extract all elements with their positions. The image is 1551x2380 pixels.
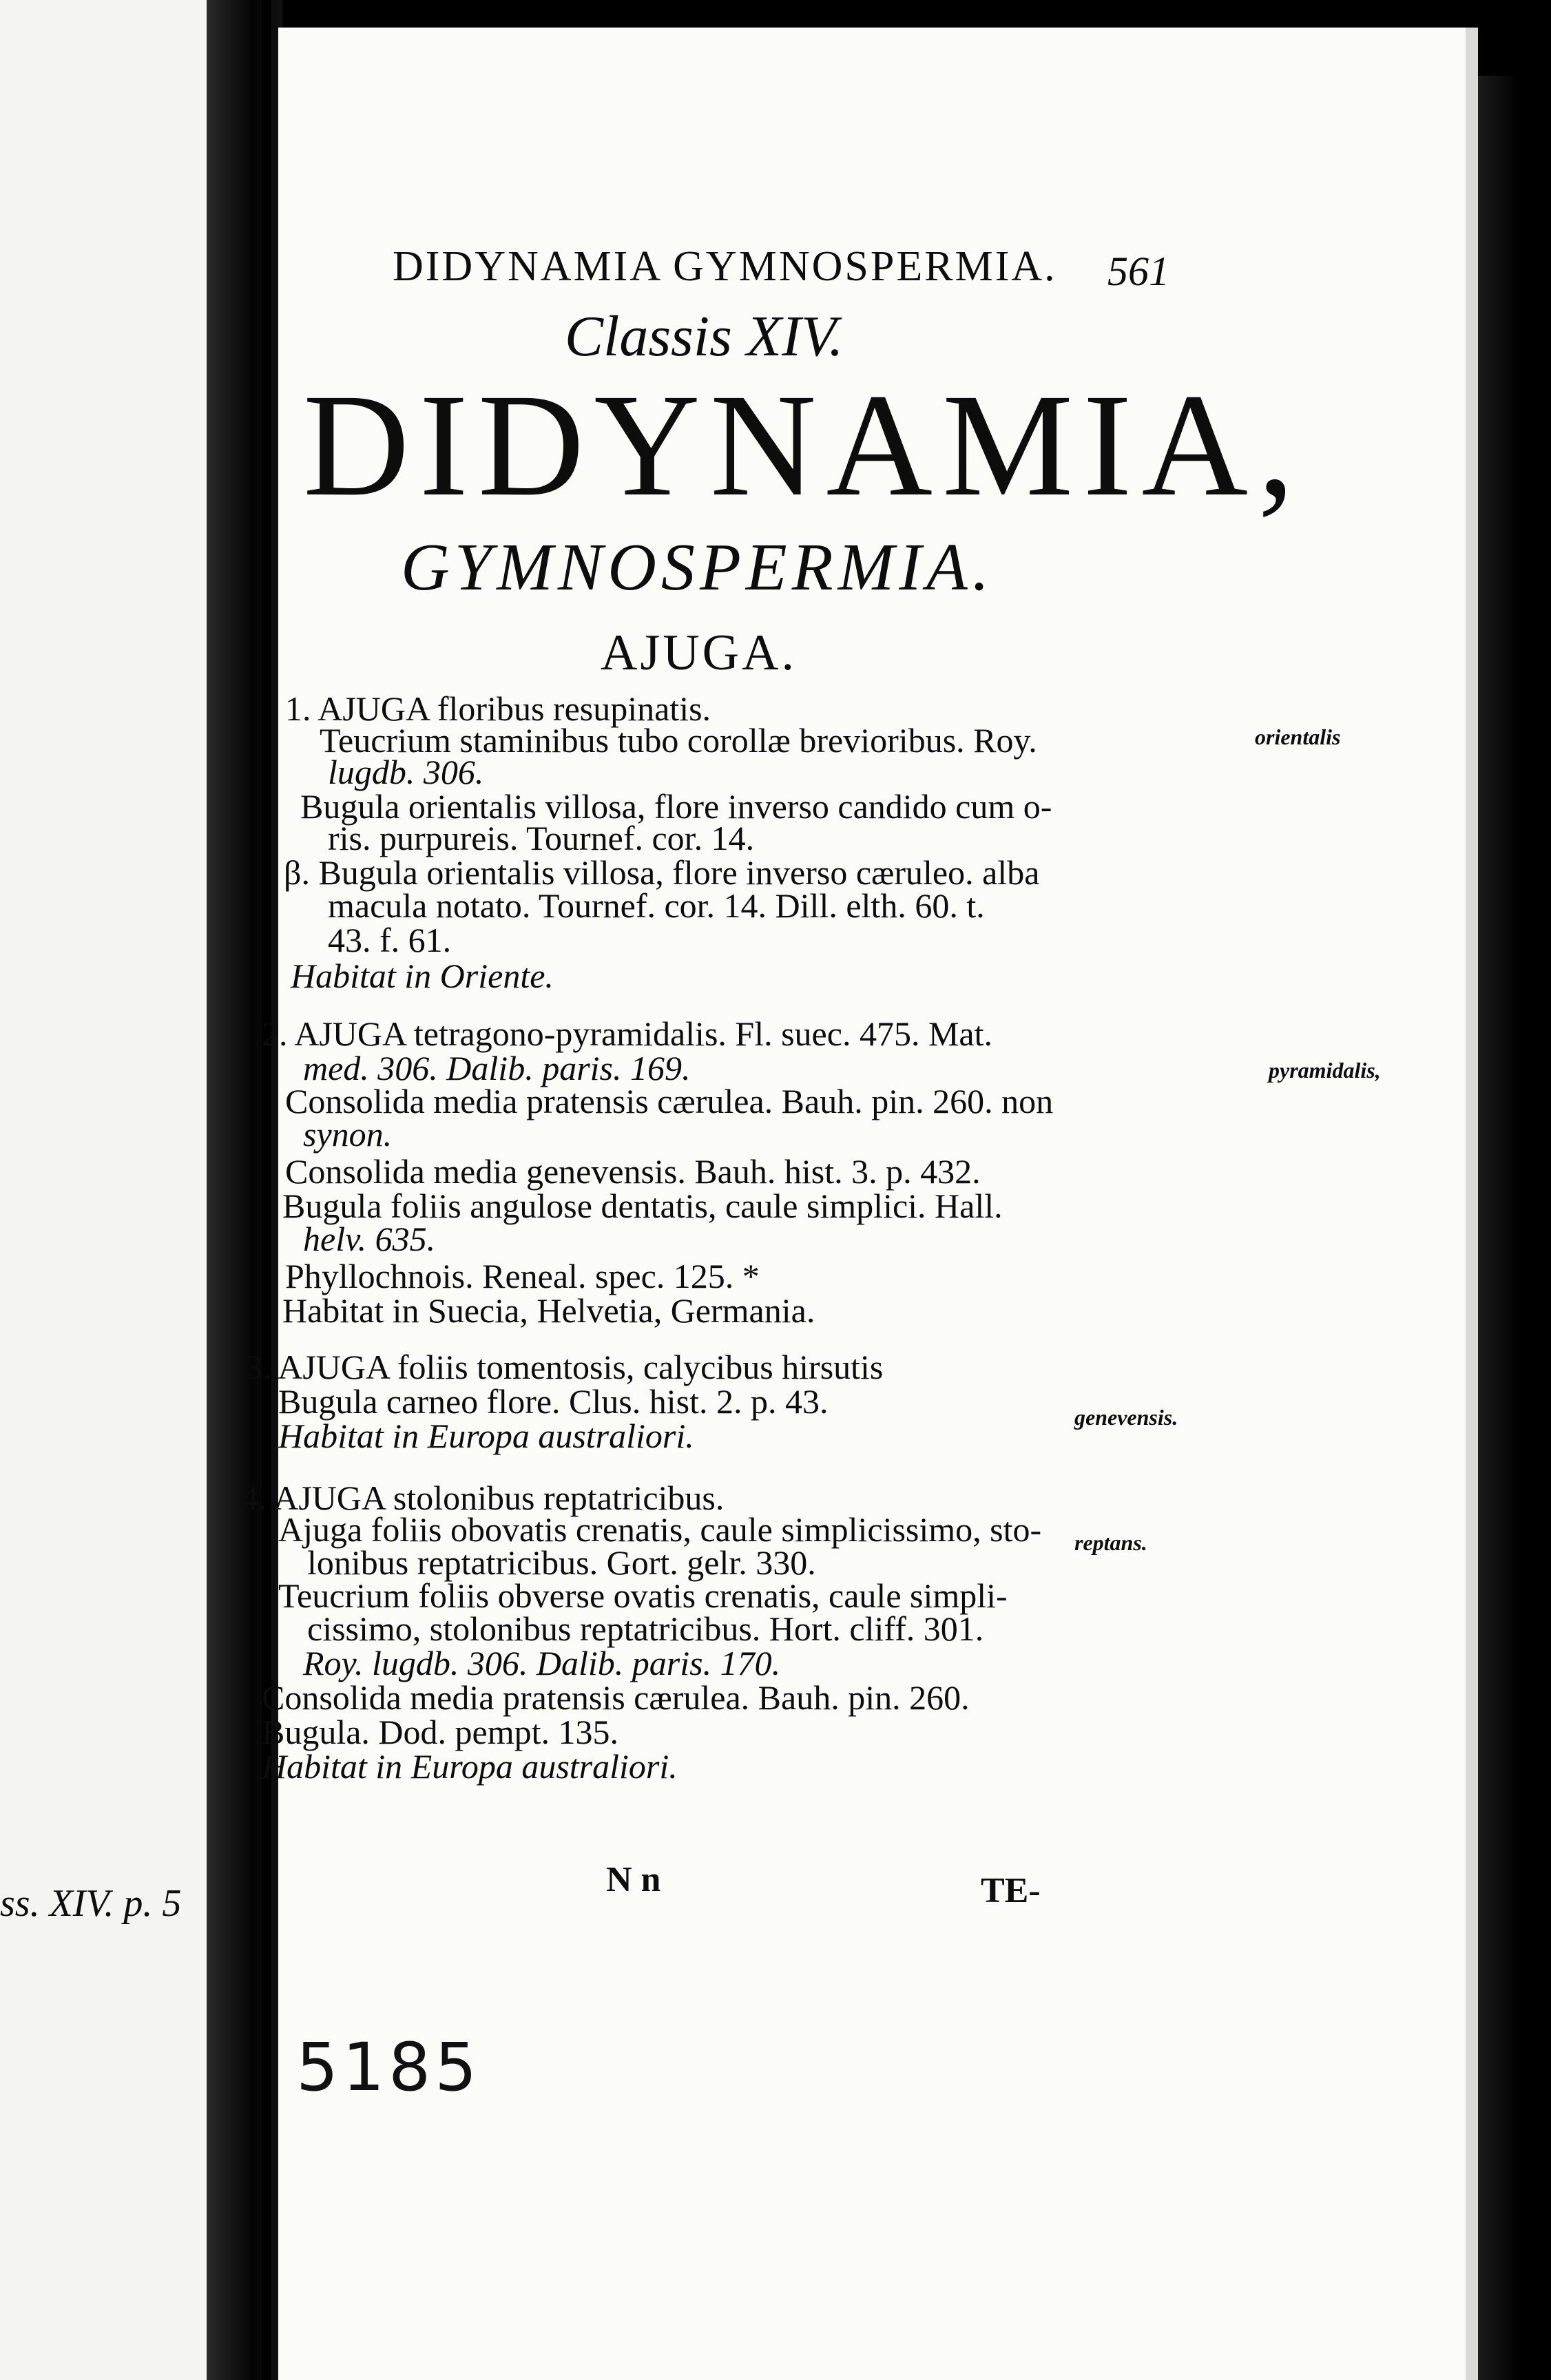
synonym-line: 43. f. 61. — [328, 921, 452, 959]
spine — [262, 0, 271, 2380]
habitat-line: Habitat in Suecia, Helvetia, Germania. — [282, 1291, 815, 1330]
running-head: DIDYNAMIA GYMNOSPERMIA. — [393, 243, 1057, 290]
species-2-diagnosis: 2. AJUGA tetragono-pyramidalis. Fl. suec. 475. Mat. — [262, 1014, 992, 1053]
synonym-line: Bugula orientalis villosa, flore inverso candido cum o- — [300, 787, 1052, 826]
synonym-line: ris. purpureis. Tournef. cor. 14. — [328, 819, 755, 857]
genus-heading: AJUGA. — [601, 625, 798, 681]
synonym-line: cissimo, stolonibus reptatricibus. Hort. cliff. 301. — [307, 1609, 984, 1648]
variety-beta-line: β. Bugula orientalis villosa, flore inverso cæruleo. alba — [284, 853, 1040, 892]
margin-species-name: pyramidalis, — [1269, 1058, 1381, 1083]
margin-species-name: genevensis. — [1074, 1405, 1178, 1430]
synonym-line: Teucrium staminibus tubo corollæ brevioribus. Roy. — [320, 721, 1037, 760]
page-edge-shadow — [1478, 76, 1519, 2380]
species-1-diagnosis: 1. AJUGA floribus resupinatis. — [285, 689, 711, 728]
synonym-line: macula notato. Tournef. cor. 14. Dill. elth. 60. t. — [328, 886, 985, 925]
catchword: TE- — [981, 1871, 1041, 1910]
synonym-line: synon. — [303, 1115, 393, 1154]
synonym-line: Consolida media pratensis cærulea. Bauh. pin. 260. non — [285, 1082, 1054, 1120]
synonym-line: lugdb. 306. — [328, 753, 484, 791]
class-title: DIDYNAMIA, — [303, 364, 1304, 527]
margin-species-name: orientalis — [1255, 724, 1341, 749]
synonym-line: Bugula foliis angulose dentatis, caule simplici. Hall. — [282, 1187, 1003, 1225]
species-3-diagnosis: 3. AJUGA foliis tomentosis, calycibus hirsutis — [245, 1348, 884, 1386]
synonym-line: lonibus reptatricibus. Gort. gelr. 330. — [307, 1543, 816, 1582]
margin-species-name: reptans. — [1074, 1530, 1147, 1555]
synonym-line: Roy. lugdb. 306. Dalib. paris. 170. — [303, 1644, 781, 1682]
synonym-line: helv. 635. — [303, 1220, 436, 1258]
order-title: GYMNOSPERMIA. — [401, 530, 995, 605]
synonym-line: Phyllochnois. Reneal. spec. 125. * — [285, 1257, 760, 1295]
previous-page-fragment — [0, 0, 207, 2380]
habitat-line: Habitat in Europa australiori. — [278, 1417, 694, 1455]
synonym-line: Bugula. Dod. pempt. 135. — [262, 1713, 619, 1751]
signature-mark: N n — [606, 1860, 661, 1899]
habitat-line: Habitat in Europa australiori. — [262, 1747, 678, 1786]
habitat-line: Habitat in Oriente. — [291, 957, 554, 995]
handwritten-shelfmark: 5185 — [296, 2029, 481, 2106]
synonym-line: Consolida media genevensis. Bauh. hist. 3. p. 432. — [285, 1152, 981, 1191]
synonym-line: Bugula carneo flore. Clus. hist. 2. p. 43. — [278, 1382, 829, 1421]
synonym-line: med. 306. Dalib. paris. 169. — [303, 1049, 691, 1087]
synonym-line: Teucrium foliis obverse ovatis crenatis, caule simpli- — [278, 1576, 1008, 1615]
synonym-line: Consolida media pratensis cærulea. Bauh. pin. 260. — [262, 1678, 970, 1717]
species-4-diagnosis: 4. AJUGA stolonibus reptatricibus. — [241, 1479, 725, 1517]
synonym-line: Ajuga foliis obovatis crenatis, caule simplicissimo, sto- — [278, 1510, 1042, 1549]
previous-page-reference: ss. XIV. p. 5 — [0, 1882, 182, 1925]
classis-heading: Classis XIV. — [565, 304, 844, 368]
page-number: 561 — [1107, 249, 1169, 294]
